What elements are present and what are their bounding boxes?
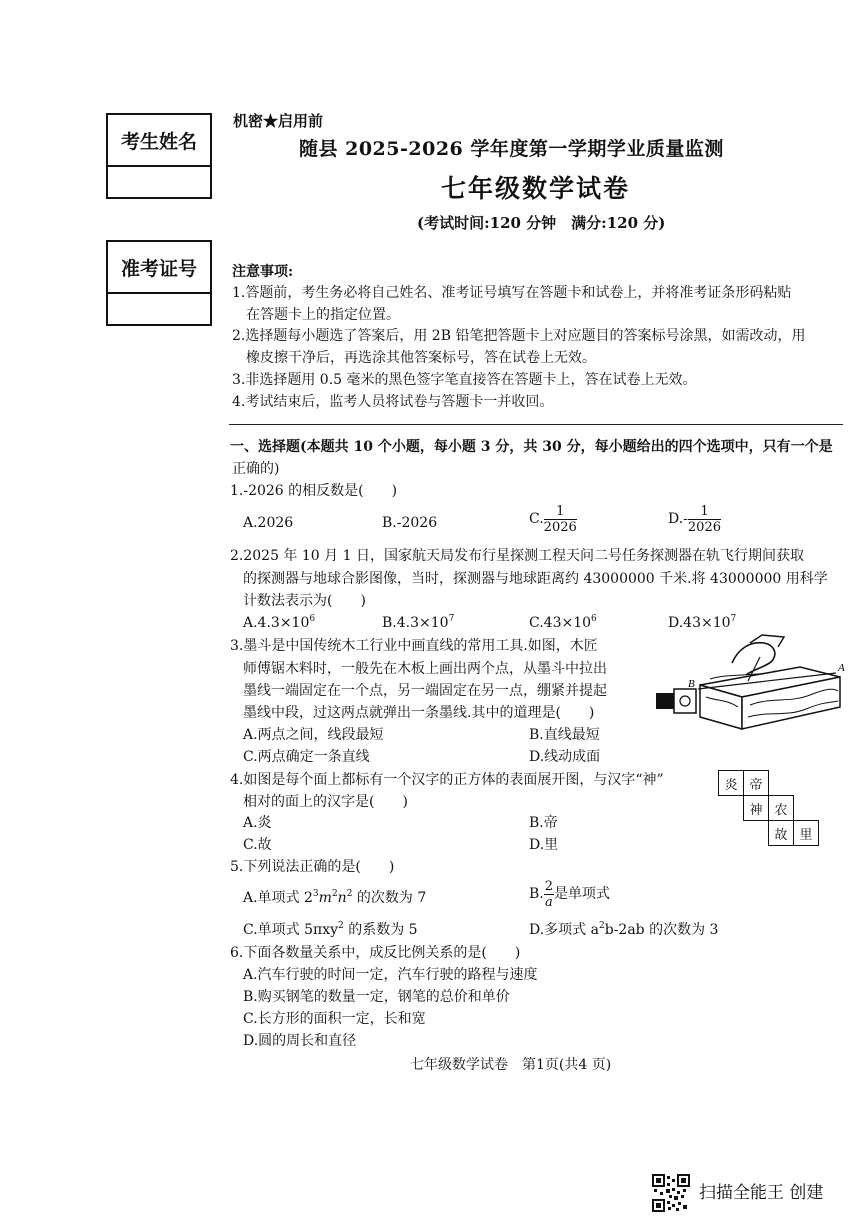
base: A.4.3×10 (243, 615, 310, 631)
base: B.4.3×10 (382, 615, 449, 631)
base: C.43×10 (529, 615, 592, 631)
q1-c-fraction (544, 504, 577, 535)
q5-option-d (529, 920, 718, 940)
q5-option-c (243, 920, 418, 940)
notice-line: 4.考试结束后，监考人员将试卷与答题卡一并收回。 (232, 394, 554, 410)
paper-title: 七年级数学试卷 (441, 174, 631, 203)
exam-info: (考试时间:120 分钟 满分:120 分) (417, 214, 666, 232)
q5-stem: 5.下列说法正确的是( ) (230, 859, 395, 875)
q5-b-fraction (544, 879, 554, 910)
q2-line: 计数法表示为( ) (243, 593, 366, 609)
notice-line: 橡皮擦干净后，再选涂其他答案标号，答在试卷上无效。 (246, 350, 596, 366)
text: A.单项式 2 (243, 890, 313, 906)
var: m (318, 890, 332, 906)
exp: 2 (331, 889, 338, 899)
notice-heading: 注意事项: (232, 264, 294, 280)
q2-option-a (243, 613, 315, 633)
q3-option-b: B.直线最短 (529, 727, 600, 743)
notice-line: 3.非选择题用 0.5 毫米的黑色签字笔直接答在答题卡上，答在试卷上无效。 (232, 372, 697, 388)
q6-option-c: C.长方形的面积一定，长和宽 (243, 1011, 426, 1027)
frac-num: 1 (688, 504, 721, 520)
net-cell: 里 (793, 820, 819, 846)
scanner-brand: 扫描全能王 创建 (699, 1183, 824, 1203)
exp: 2 (598, 921, 605, 931)
q4-option-b: B.帝 (529, 815, 558, 831)
net-cell: 故 (768, 820, 794, 846)
q3-line: 师傅锯木料时，一般先在木板上画出两个点，从墨斗中拉出 (243, 661, 607, 677)
net-cell: 炎 (718, 770, 744, 796)
exam-id-label: 准考证号 (108, 242, 210, 294)
q4-line: 相对的面上的汉字是( ) (243, 794, 408, 810)
frac-den: a (545, 894, 553, 910)
divider (229, 424, 843, 425)
q1-d-fraction (688, 504, 721, 535)
q3-line: 墨线中段，过这两点就弹出一条墨线.其中的道理是( ) (243, 705, 595, 721)
q4-option-a: A.炎 (243, 815, 272, 831)
student-name-box (106, 113, 212, 199)
q1-c-prefix: C. (529, 511, 544, 527)
net-cell: 帝 (743, 770, 769, 796)
q2-option-b (382, 613, 454, 633)
page-number: 七年级数学试卷 第1页(共4 页) (410, 1057, 612, 1073)
text: 的次数为 7 (352, 890, 427, 906)
exp: 2 (338, 921, 344, 931)
q1-option-c (529, 503, 577, 535)
secret-label: 机密★启用前 (233, 112, 324, 130)
exam-title: 随县 2025-2026 学年度第一学期学业质量监测 (299, 138, 724, 160)
exp: 6 (591, 614, 597, 624)
q4-line: 4.如图是每个面上都标有一个汉字的正方体的表面展开图，与汉字“神” (230, 772, 664, 788)
q1-stem: 1.-2026 的相反数是( ) (230, 483, 398, 499)
frac-den: 2026 (543, 519, 577, 535)
notice-line: 2.选择题每小题选了答案后，用 2B 铅笔把答题卡上对应题目的答案标号涂黑，如需改动，用 (232, 328, 806, 344)
text: 是单项式 (554, 886, 611, 902)
net-cell: 农 (768, 795, 794, 821)
q3-option-c: C.两点确定一条直线 (243, 749, 370, 765)
q6-stem: 6.下面各数量关系中，成反比例关系的是( ) (230, 945, 521, 961)
q1-option-a: A.2026 (243, 515, 294, 531)
q2-line: 2.2025 年 10 月 1 日，国家航天局发布行星探测工程天问二号任务探测器在轨飞行期间获取 (230, 548, 804, 564)
exp: 3 (312, 889, 319, 899)
q6-option-a: A.汽车行驶的时间一定，汽车行驶的路程与速度 (243, 967, 538, 983)
q6-option-b: B.购买钢笔的数量一定，钢笔的总价和单价 (243, 989, 510, 1005)
frac-num: 2 (544, 878, 554, 894)
q6-option-d: D.圆的周长和直径 (243, 1033, 357, 1049)
point-b-label: B (688, 678, 695, 690)
text: C.单项式 5πxy (243, 922, 339, 938)
q4-option-d: D.里 (529, 837, 559, 853)
exp: 7 (730, 614, 737, 624)
var: n (337, 890, 347, 906)
q3-line: 3.墨斗是中国传统木工行业中画直线的常用工具.如图，木匠 (230, 638, 598, 654)
q2-line: 的探测器与地球合影图像，当时，探测器与地球距离约 43000000 千米.将 43000000 用科学 (243, 571, 828, 587)
q3-option-d: D.线动成面 (529, 749, 601, 765)
q5-option-a (243, 888, 426, 908)
q2-option-d (668, 613, 736, 633)
section-heading-cont: 正确的) (232, 461, 280, 477)
q4-option-c: C.故 (243, 837, 272, 853)
q1-option-d (668, 503, 721, 535)
text: 的系数为 5 (343, 922, 418, 938)
qr-code-icon (652, 1174, 690, 1212)
exam-id-box (106, 240, 212, 326)
exp: 2 (346, 889, 353, 899)
frac-num: 1 (544, 504, 577, 520)
q3-option-a: A.两点之间，线段最短 (243, 727, 384, 743)
ink-line-figure (650, 633, 850, 743)
text: D.多项式 a (529, 922, 599, 938)
text: b-2ab 的次数为 3 (604, 922, 719, 938)
section-heading: 一、选择题(本题共 10 个小题，每小题 3 分，共 30 分，每小题给出的四个选项中，只有一个是 (230, 439, 833, 455)
student-name-label: 考生姓名 (108, 115, 210, 167)
q5-option-b (529, 878, 610, 910)
exp: 6 (309, 614, 316, 624)
q1-option-b: B.-2026 (382, 515, 438, 531)
base: D.43×10 (668, 615, 731, 631)
notice-line: 在答题卡上的指定位置。 (246, 307, 400, 323)
q3-line: 墨线一端固定在一个点，另一端固定在另一点，绷紧并提起 (243, 683, 607, 699)
net-cell: 神 (743, 795, 769, 821)
point-a-label: A (838, 662, 845, 674)
notice-line: 1.答题前，考生务必将自己姓名、准考证号填写在答题卡和试卷上，并将准考证条形码粘贴 (232, 285, 792, 301)
text: B. (529, 886, 544, 902)
exp: 7 (448, 614, 455, 624)
q1-d-prefix: D.- (668, 511, 688, 527)
q2-option-c (529, 613, 597, 633)
frac-den: 2026 (687, 519, 721, 535)
